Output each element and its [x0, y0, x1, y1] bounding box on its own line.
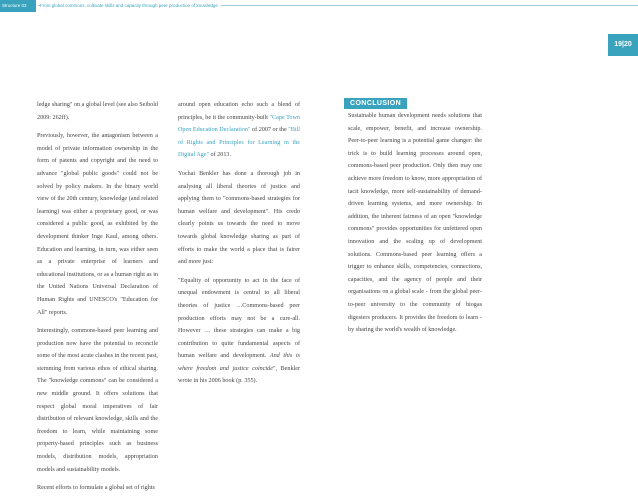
- text-span: around open education echo such a blend of principles, be it the community-built: [178, 102, 300, 121]
- paragraph: ledge sharing" on a global level (see also Seibold 2009: 262ff).: [37, 102, 158, 121]
- conclusion-heading: CONCLUSION: [344, 98, 407, 109]
- top-bar: [0, 0, 638, 12]
- text-span: ", Benkler wrote in his 2006 book (p. 355).: [178, 365, 300, 385]
- emphasis: And this is where freedom and justice coincide: [178, 353, 300, 372]
- paragraph: Interestingly, commons-based peer learning and production now have the potential to reconcile some of the most acute clashes in the recent past, stemming from various ethos of ethical sharing. The "knowledge commons" can be considered a new middle ground. It offers solutions that respect global moral imperatives of fair distribution of relevant knowledge, skills and the freedom to learn, while maintaining some property-based principles such as business models, distribution models, appropriation models and sustainability models.: [37, 328, 158, 473]
- link-cape-town-declaration[interactable]: "Cape Town Open Education Declaration": [178, 114, 300, 134]
- column-right: [348, 110, 482, 343]
- paragraph: Yochai Benkler has done a thorough job in analysing all liberal theories of justice and applying them to "commons-based strategies for human welfare and development". His credo clearly points us towards the need to move towards global knowledge sharing as part of efforts to make the world a place that is fairer and more just:: [178, 170, 300, 266]
- page-number: 19|20: [614, 41, 632, 48]
- text-span: of 2013.: [209, 152, 232, 159]
- section-tag: Structure 03: [0, 0, 36, 12]
- link-bill-of-rights[interactable]: "Bill of Rights and Principles for Learning in the Digital Age": [178, 127, 300, 159]
- paragraph: Sustainable human development needs solutions that scale, empower, benefit, and increase ownership. Peer-to-peer learning is a potential game changer: the trick is to build learning processes around open, commons-based peer production. Only then may one achieve more freedom to know, more appropriation of tacit knowledge, more self-sustainability of demand-driven learning systems, and more ownership. In addition, the inherent fairness of an open "knowledge commons" provides opportunities for unfettered open innovation and the scaling up of development solutions. Commons-based peer learning offers a trigger to enhance skills, competencies, connections, capacities, and the agency of people and their organisations on a global scale - from the global peer-to-peer university to the community of biogas digesters producers. It provides the freedom to learn - by sharing the world's wealth of knowledge.: [348, 113, 482, 334]
- paragraph: Previously, however, the antagonism between a model of private information ownership in the form of patents and copyright and the need to advance "global public goods" could not be solved by policy makers. In the binary world view of the 20th century, knowledge (and related learning) was either a proprietary good, or was considered a public good, as exhibited by the development thinker Inge Kaul, among others. Education and learning, in turn, was either seen as a private enterprise of learners and educational institutions, or as a human right as in the United Nations Universal Declaration of Human Rights and UNESCO's "Education for All" reports.: [37, 133, 158, 316]
- text-span: of 2007 or the: [250, 127, 289, 134]
- column-left: [37, 99, 158, 501]
- paragraph: Recent efforts to formulate a global set of rights: [37, 485, 155, 492]
- column-middle: [178, 99, 300, 394]
- paragraph-with-links: [178, 99, 300, 162]
- quote-paragraph: [178, 275, 300, 388]
- text-span: "Equality of opportunity to act in the face of unequal endowment is central to all liberal theories of justice …Commons-based peer production efforts may not be a cure-all. However … these strategies can make a big contribution to quite fundamental aspects of human welfare and development.: [178, 277, 300, 360]
- header-subtitle: From global commons, cultivate skills and capacity through peer production of knowledge: [40, 2, 221, 10]
- page-number-box: [608, 34, 638, 56]
